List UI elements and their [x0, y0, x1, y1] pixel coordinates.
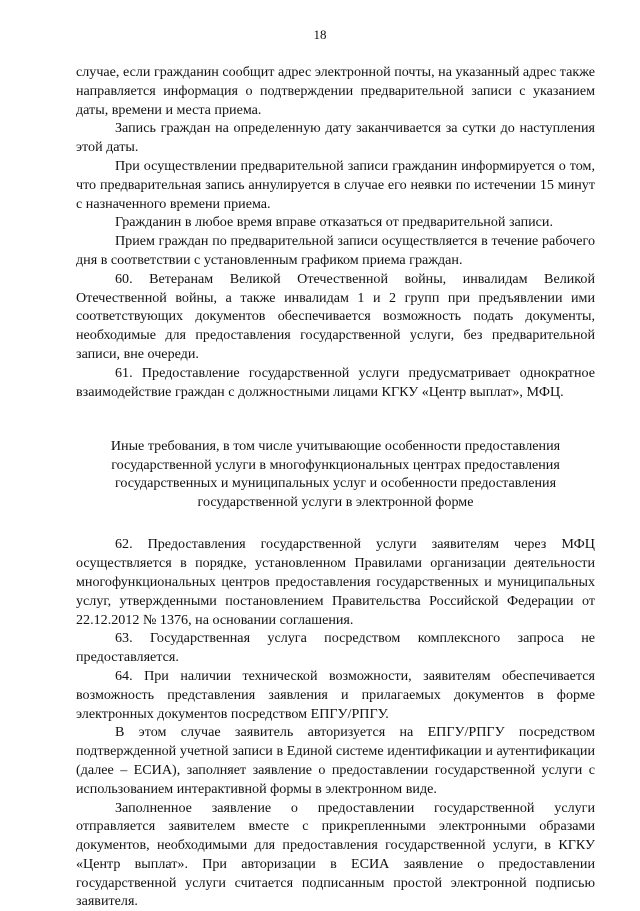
paragraph-continuation: случае, если гражданин сообщит адрес электронной почты, на указанный адрес также направляется информация о подтверждении предварительной записи с указанием даты, времени и места приема.	[76, 63, 595, 119]
paragraph-application-submission: Заполненное заявление о предоставлении государственной услуги отправляется заявителем вместе с прикрепленными электронными образами документов, необходимыми для предоставления государственной услуги, в КГКУ «Центр выплат». При авторизации в ЕСИА заявление о предоставлении государственной услуги считается подписанным простой электронной подписью заявителя.	[76, 799, 595, 911]
paragraph-item-64: 64. При наличии технической возможности, заявителям обеспечивается возможность представления заявления и прилагаемых документов в форме электронных документов посредством ЕПГУ/РПГУ.	[76, 667, 595, 723]
paragraph-item-61: 61. Предоставление государственной услуги предусматривает однократное взаимодействие граждан с должностными лицами КГКУ «Центр выплат», МФЦ.	[76, 364, 595, 402]
paragraph-booking-deadline: Запись граждан на определенную дату заканчивается за сутки до наступления этой даты.	[76, 119, 595, 157]
page-number: 18	[0, 27, 640, 43]
paragraph-esia-authorization: В этом случае заявитель авторизуется на ЕПГУ/РПГУ посредством подтвержденной учетной записи в Единой системе идентификации и аутентификации (далее – ЕСИА), заполняет заявление о предоставлении государственной услуги с использованием интерактивной формы в электронном виде.	[76, 723, 595, 798]
paragraph-item-63: 63. Государственная услуга посредством комплексного запроса не предоставляется.	[76, 629, 595, 667]
paragraph-reception-schedule: Прием граждан по предварительной записи осуществляется в течение рабочего дня в соответствии с установленным графиком приема граждан.	[76, 232, 595, 270]
document-body	[76, 63, 595, 911]
paragraph-item-60: 60. Ветеранам Великой Отечественной войны, инвалидам Великой Отечественной войны, а также инвалидам 1 и 2 групп при предъявлении ими соответствующих документов обеспечивается возможность подать документы, необходимые для предоставления государственной услуги, без предварительной записи, вне очереди.	[76, 270, 595, 364]
section-heading: Иные требования, в том числе учитывающие особенности предоставления государственной услуги в многофункциональных центрах предоставления государственных и муниципальных услуг и особенности предоставления государственной услуги в электронной форме	[76, 437, 595, 511]
paragraph-item-62: 62. Предоставления государственной услуги заявителям через МФЦ осуществляется в порядке, установленном Правилами организации деятельности многофункциональных центров предоставления государственных и муниципальных услуг, утвержденными постановлением Правительства Российской Федерации от 22.12.2012 № 1376, на основании соглашения.	[76, 535, 595, 629]
paragraph-booking-cancellation-notice: При осуществлении предварительной записи гражданин информируется о том, что предварительная запись аннулируется в случае его неявки по истечении 15 минут с назначенного времени приема.	[76, 157, 595, 213]
paragraph-booking-refusal: Гражданин в любое время вправе отказаться от предварительной записи.	[76, 213, 595, 232]
